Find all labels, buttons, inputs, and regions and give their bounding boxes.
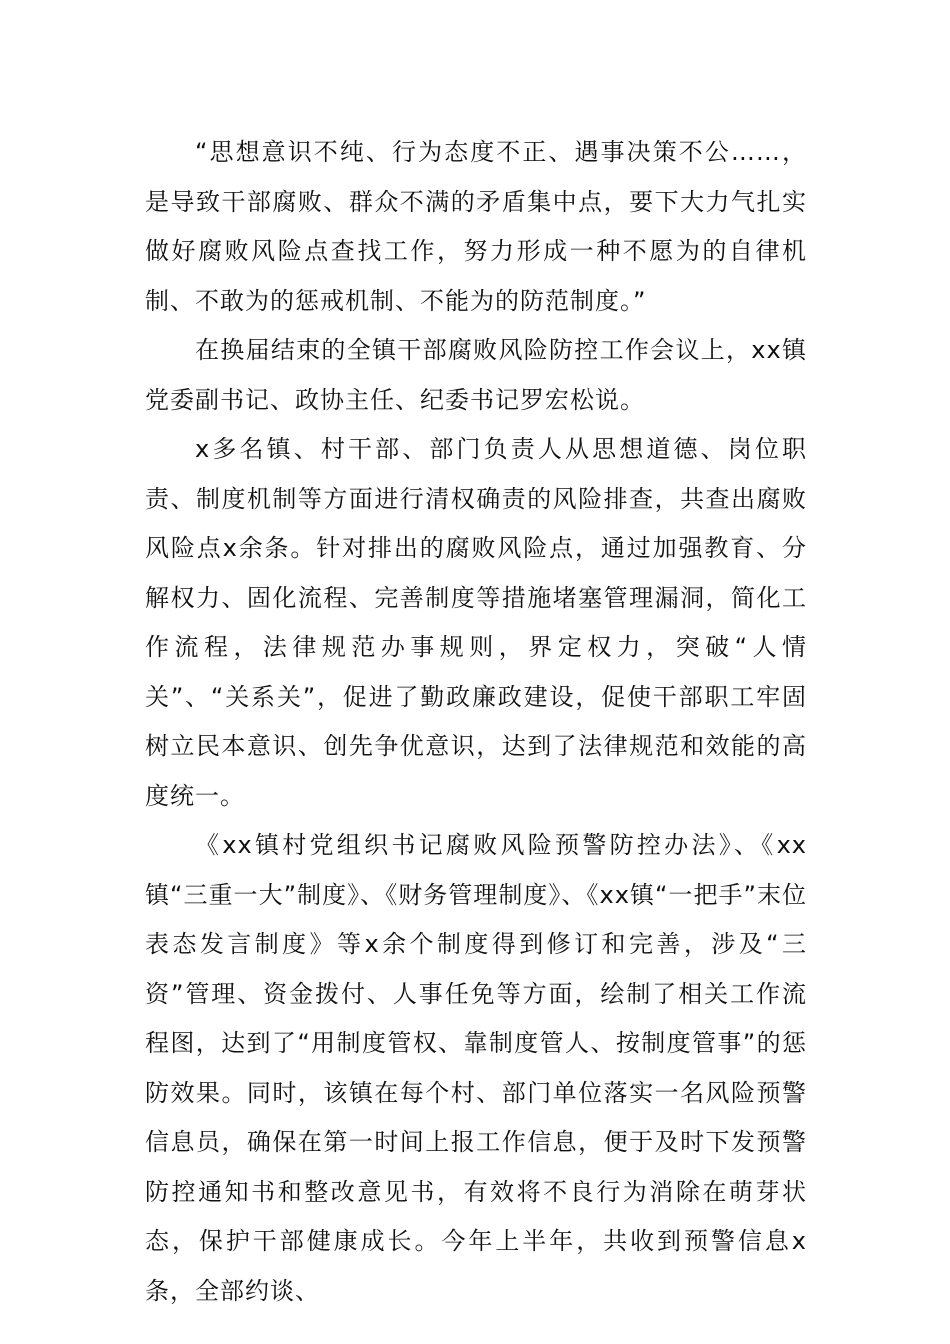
paragraph-1: “思想意识不纯、行为态度不正、遇事决策不公……，是导致干部腐败、群众不满的矛盾集中点，要下大力气扎实做好腐败风险点查找工作，努力形成一种不愿为的自律机制、不敢为的惩戒机制、不能为的防范制度。” <box>145 138 807 315</box>
paragraph-3: x多名镇、村干部、部门负责人从思想道德、岗位职责、制度机制等方面进行清权确责的风险排查，共查出腐败风险点x余条。针对排出的腐败风险点，通过加强教育、分解权力、固化流程、完善制度等措施堵塞管理漏洞，简化工作流程，法律规范办事规则，界定权力，突破“人情关”、“关系关”，促进了勤政廉政建设，促使干部职工牢固树立民本意识、创先争优意识，达到了法律规范和效能的高度统一。 <box>145 435 807 810</box>
paragraph-2: 在换届结束的全镇干部腐败风险防控工作会议上，xx镇党委副书记、政协主任、纪委书记罗宏松说。 <box>145 336 807 414</box>
document-body <box>145 128 807 1316</box>
paragraph-4: 《xx镇村党组织书记腐败风险预警防控办法》、《xx镇“三重一大”制度》、《财务管理制度》、《xx镇“一把手”末位表态发言制度》等x余个制度得到修订和完善，涉及“三资”管理、资金拨付、人事任免等方面，绘制了相关工作流程图，达到了“用制度管权、靠制度管人、按制度管事”的惩防效果。同时，该镇在每个村、部门单位落实一名风险预警信息员，确保在第一时间上报工作信息，便于及时下发预警防控通知书和整改意见书，有效将不良行为消除在萌芽状态，保护干部健康成长。今年上半年，共收到预警信息x条，全部约谈、 <box>145 831 807 1305</box>
